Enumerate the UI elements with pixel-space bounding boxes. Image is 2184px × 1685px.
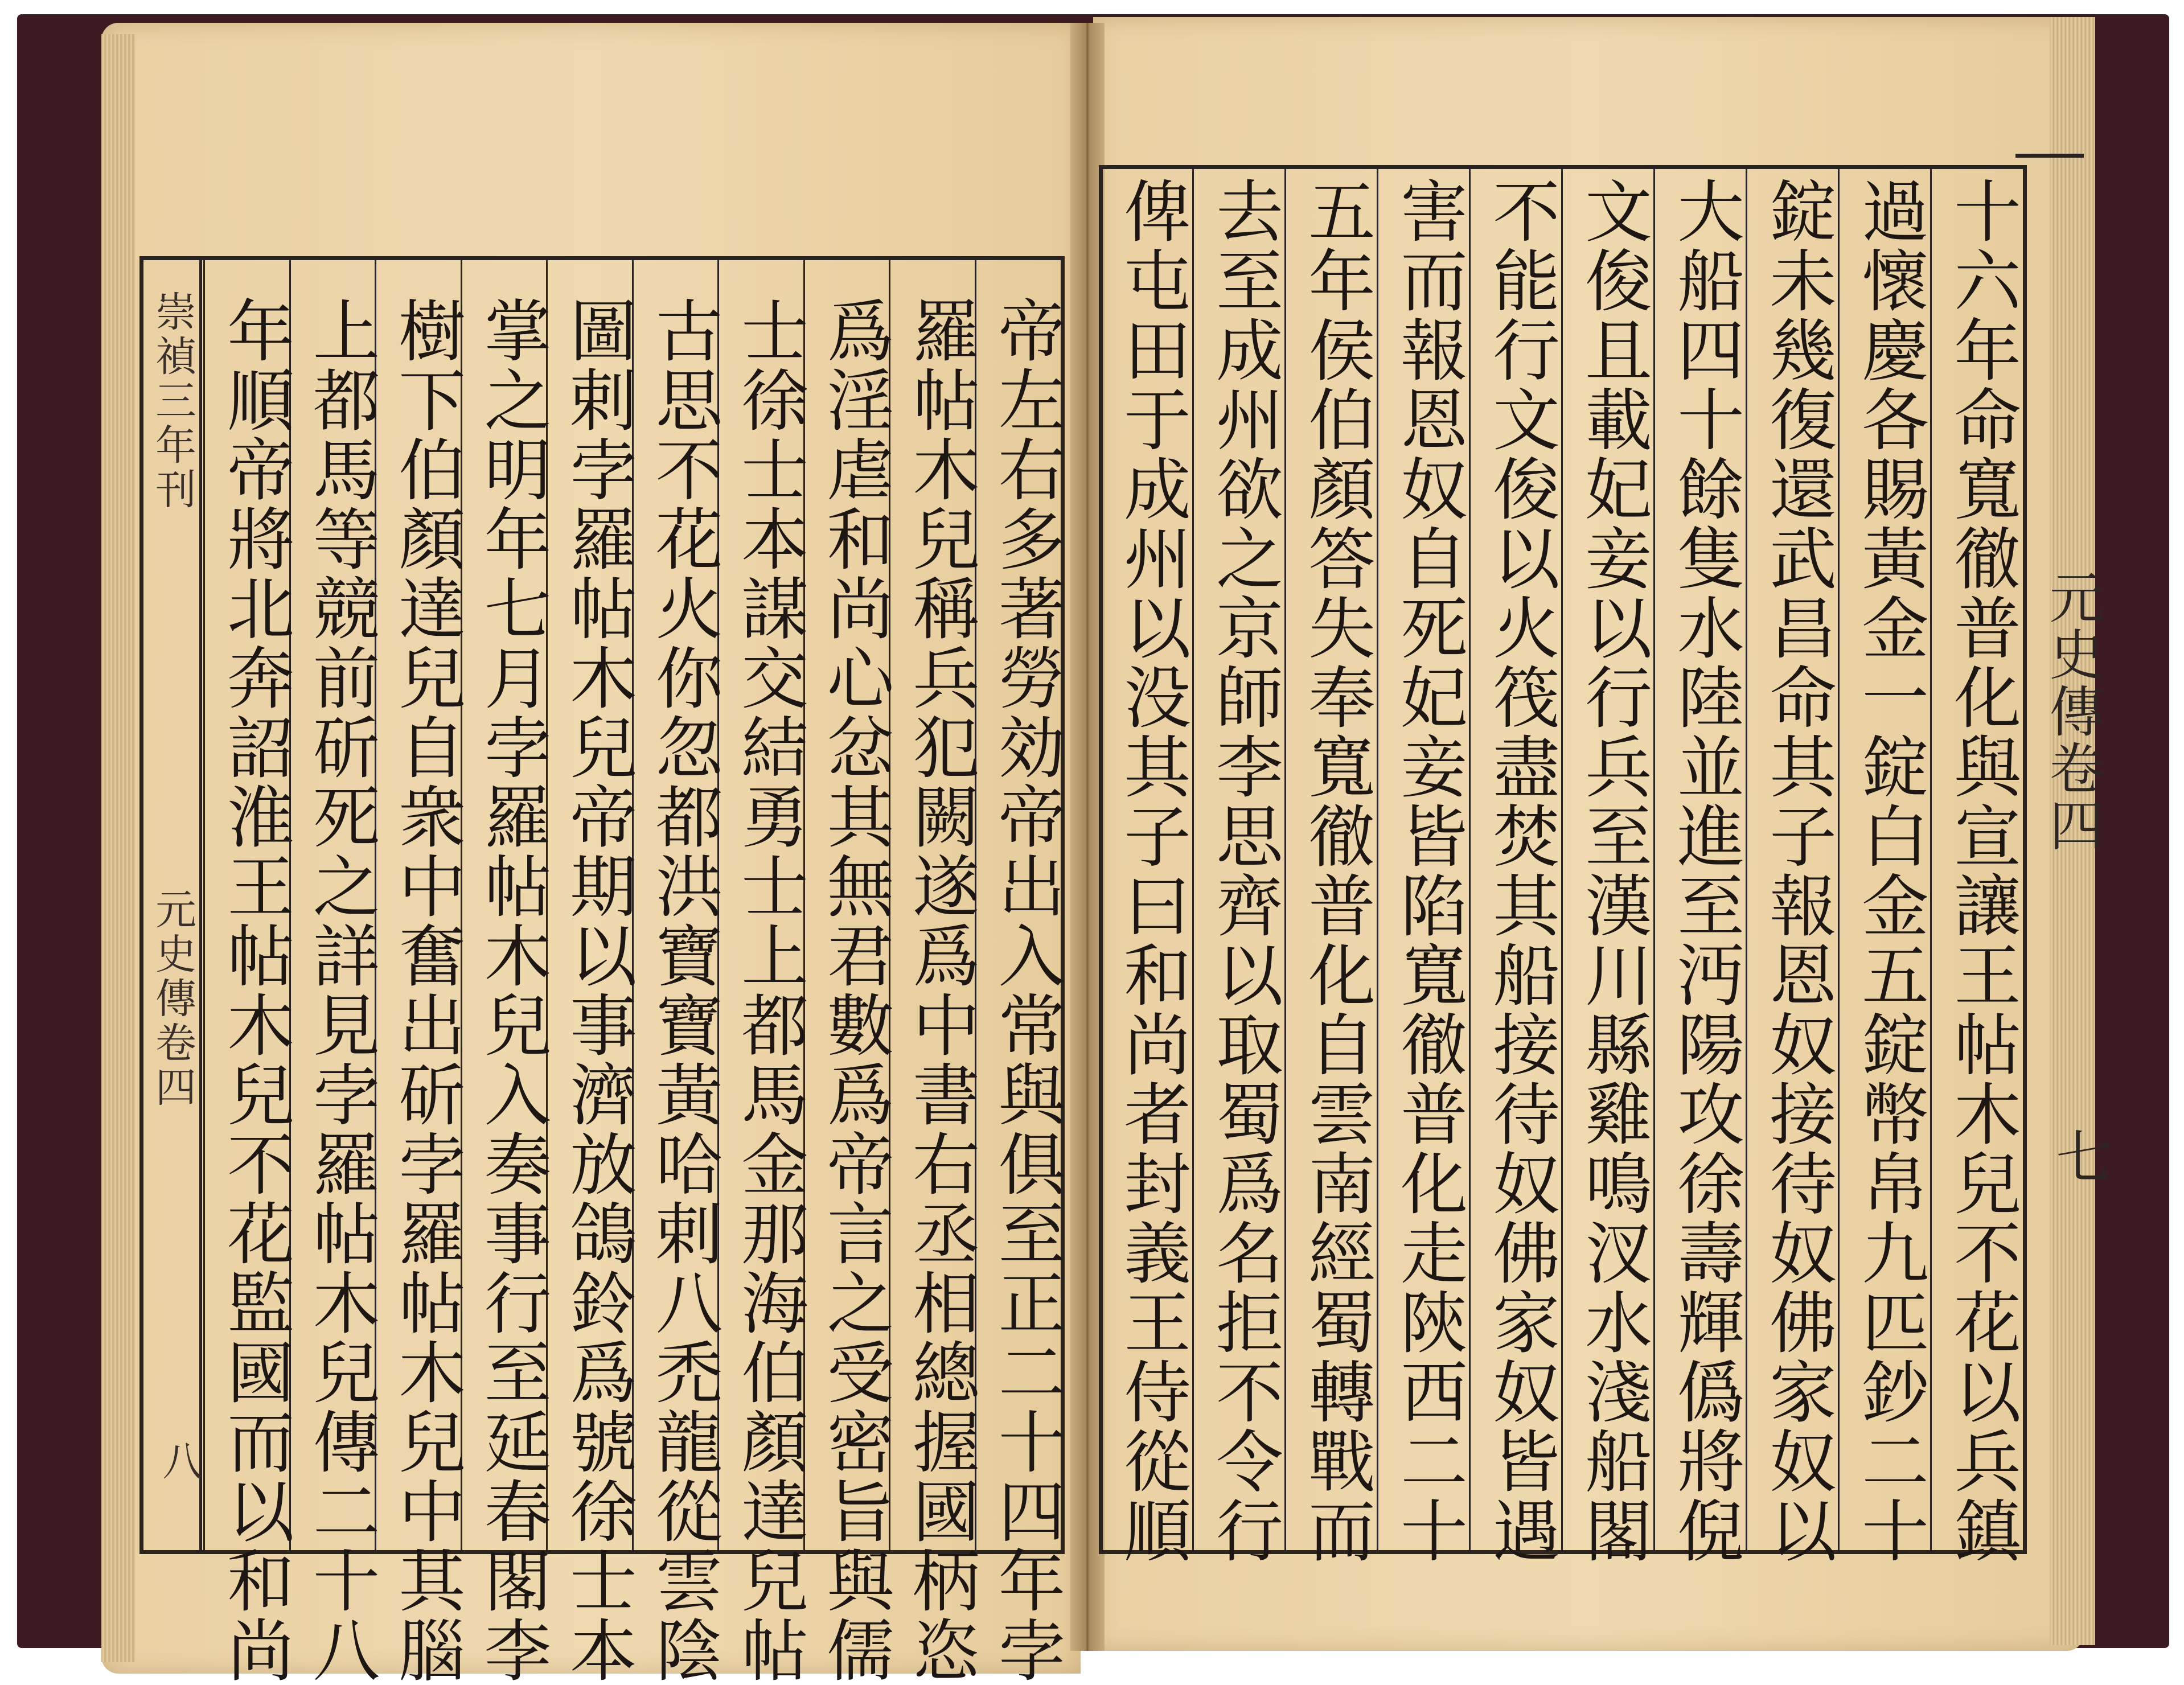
banxin-edition-label: 崇禎三年刊 xyxy=(149,290,196,512)
text-column: 羅帖木兒稱兵犯闕遂爲中書右丞相總握國柄恣 xyxy=(901,296,980,1685)
text-column: 爲淫虐和尚心忿其無君數爲帝言之受密旨與儒 xyxy=(815,296,894,1685)
column-rule xyxy=(203,259,205,1551)
text-column: 五年侯伯顏答失奉寬徹普化自雲南經蜀轉戰而 xyxy=(1297,176,1376,1565)
text-column: 文俊且載妃妾以行兵至漢川縣雞鳴汊水淺船閣 xyxy=(1574,176,1652,1565)
right-top-border-extension xyxy=(2015,154,2084,158)
text-column: 十六年命寬徹普化與宣讓王帖木兒不花以兵鎮 xyxy=(1943,176,2021,1565)
text-column: 帝左右多著勞効帝出入常與俱至正二十四年孛 xyxy=(987,296,1066,1685)
right-page-number: 七 xyxy=(2046,1127,2113,1184)
text-column: 不能行文俊以火筏盡焚其船接待奴佛家奴皆遇 xyxy=(1481,176,1560,1565)
column-rule xyxy=(1100,168,1102,1551)
text-column: 上都馬等競前斫死之詳見孛羅帖木兒傳二十八 xyxy=(301,296,380,1685)
text-column: 年順帝將北奔詔淮王帖木兒不花監國而以和尚 xyxy=(216,296,294,1685)
text-column: 去至成州欲之京師李思齊以取蜀爲名拒不令行 xyxy=(1205,176,1283,1565)
text-column: 害而報恩奴自死妃妾皆陷寬徹普化走陝西二十 xyxy=(1389,176,1468,1565)
left-page-number: 八 xyxy=(156,1440,203,1480)
text-column: 樹下伯顏達兒自衆中奮出斫孛羅帖木兒中其腦 xyxy=(387,296,466,1685)
text-column: 圖剌孛羅帖木兒帝期以事濟放鴿鈴爲號徐士本 xyxy=(559,296,637,1685)
text-column: 士徐士本謀交結勇士上都馬金那海伯顏達兒帖 xyxy=(730,296,808,1685)
text-column: 俾屯田于成州以没其子曰和尚者封義王侍從順 xyxy=(1112,176,1191,1565)
right-banxin-title: 元史傳卷四 xyxy=(2041,569,2104,854)
text-column: 錠未幾復還武昌命其子報恩奴接待奴佛家奴以 xyxy=(1758,176,1837,1565)
left-page-edges xyxy=(101,34,136,1662)
text-column: 大船四十餘隻水陸並進至沔陽攻徐壽輝僞將倪 xyxy=(1666,176,1744,1565)
left-banxin xyxy=(139,256,202,1554)
banxin-volume-title: 元史傳卷四 xyxy=(149,888,196,1110)
text-column: 過懷慶各賜黃金一錠白金五錠幣帛九匹鈔二十 xyxy=(1850,176,1929,1565)
text-column: 掌之明年七月孛羅帖木兒入奏事行至延春閣李 xyxy=(473,296,552,1685)
text-column: 古思不花火你忽都洪寶寶黃哈剌八禿龍從雲陰 xyxy=(644,296,723,1685)
